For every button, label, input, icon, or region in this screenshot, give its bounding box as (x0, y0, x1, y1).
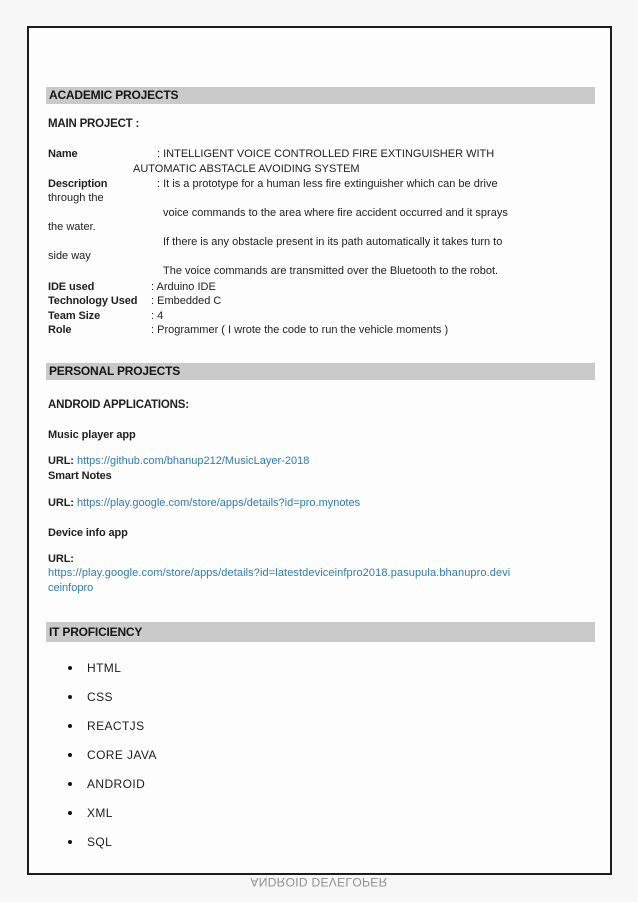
device-info-app-link-line1[interactable]: https://play.google.com/store/apps/details?id=latestdeviceinfpro2018.pasupula.bhanupro.devi (48, 567, 511, 579)
skill-item (68, 835, 112, 849)
skill-item (68, 748, 157, 762)
bullet-dot (68, 753, 72, 757)
skill-item (68, 661, 121, 675)
app-name-device-info: Device info app (48, 527, 128, 539)
skill-item (68, 806, 113, 820)
app-name-smart-notes: Smart Notes (48, 470, 112, 482)
skill-label: REACTJS (87, 719, 145, 733)
android-applications-heading: ANDROID APPLICATIONS: (48, 399, 189, 411)
section-header-personal-projects: PERSONAL PROJECTS (46, 363, 595, 380)
field-label-role: Role (48, 324, 72, 336)
skill-label: CSS (87, 690, 113, 704)
skill-label: SQL (87, 835, 113, 849)
field-label-team-size: Team Size (48, 310, 101, 322)
field-label-description: Description (48, 178, 108, 190)
skill-item (68, 777, 145, 791)
field-value-description-line1: : It is a prototype for a human less fire extinguisher which can be drive (157, 178, 498, 190)
field-value-name-line1: : INTELLIGENT VOICE CONTROLLED FIRE EXTINGUISHER WITH (157, 148, 495, 160)
url-label: URL: (48, 455, 74, 467)
field-value-technology-used: : Embedded C (151, 295, 222, 307)
field-value-role: : Programmer ( I wrote the code to run the vehicle moments ) (151, 324, 449, 336)
skill-item (68, 690, 113, 704)
music-player-app-link[interactable]: https://github.com/bhanup212/MusicLayer-2018 (76, 455, 310, 467)
flipped-android-developer-text: ANDROID DEVELOPER (250, 875, 388, 889)
field-label-ide-used: IDE used (48, 281, 95, 293)
url-row-music-player (48, 455, 309, 468)
app-name-music-player: Music player app (48, 429, 136, 441)
skill-item (68, 719, 144, 733)
skill-label: HTML (87, 661, 122, 675)
field-value-team-size: : 4 (151, 310, 164, 322)
url-row-smart-notes (48, 497, 360, 510)
skill-label: CORE JAVA (87, 748, 157, 762)
smart-notes-app-link[interactable]: https://play.google.com/store/apps/details?id=pro.mynotes (76, 497, 361, 509)
bullet-dot (68, 724, 72, 728)
field-value-name-line2: AUTOMATIC ABSTACLE AVOIDING SYSTEM (133, 163, 360, 175)
field-value-description-line6: side way (48, 250, 91, 262)
bullet-dot (68, 811, 72, 815)
main-project-heading: MAIN PROJECT : (48, 118, 140, 130)
bullet-dot (68, 666, 72, 670)
field-value-description-line5: If there is any obstacle present in its path automatically it takes turn to (163, 236, 503, 248)
section-header-it-proficiency: IT PROFICIENCY (46, 622, 595, 642)
device-info-app-link-line2[interactable]: ceinfopro (48, 582, 94, 594)
skill-label: XML (87, 806, 113, 820)
url-label: URL: (48, 553, 74, 565)
field-label-technology-used: Technology Used (48, 295, 138, 307)
skill-label: ANDROID (87, 777, 146, 791)
field-value-description-line3: voice commands to the area where fire accident occurred and it sprays (163, 207, 508, 219)
field-value-description-line7: The voice commands are transmitted over the Bluetooth to the robot. (163, 265, 499, 277)
field-value-ide-used: : Arduino IDE (151, 281, 216, 293)
url-label: URL: (48, 497, 74, 509)
field-label-name: Name (48, 148, 78, 160)
field-value-description-line4: the water. (48, 221, 96, 233)
bullet-dot (68, 782, 72, 786)
bullet-dot (68, 840, 72, 844)
document-page (27, 26, 612, 875)
field-value-description-line2: through the (48, 192, 104, 204)
bullet-dot (68, 695, 72, 699)
section-header-academic-projects: ACADEMIC PROJECTS (46, 87, 595, 104)
